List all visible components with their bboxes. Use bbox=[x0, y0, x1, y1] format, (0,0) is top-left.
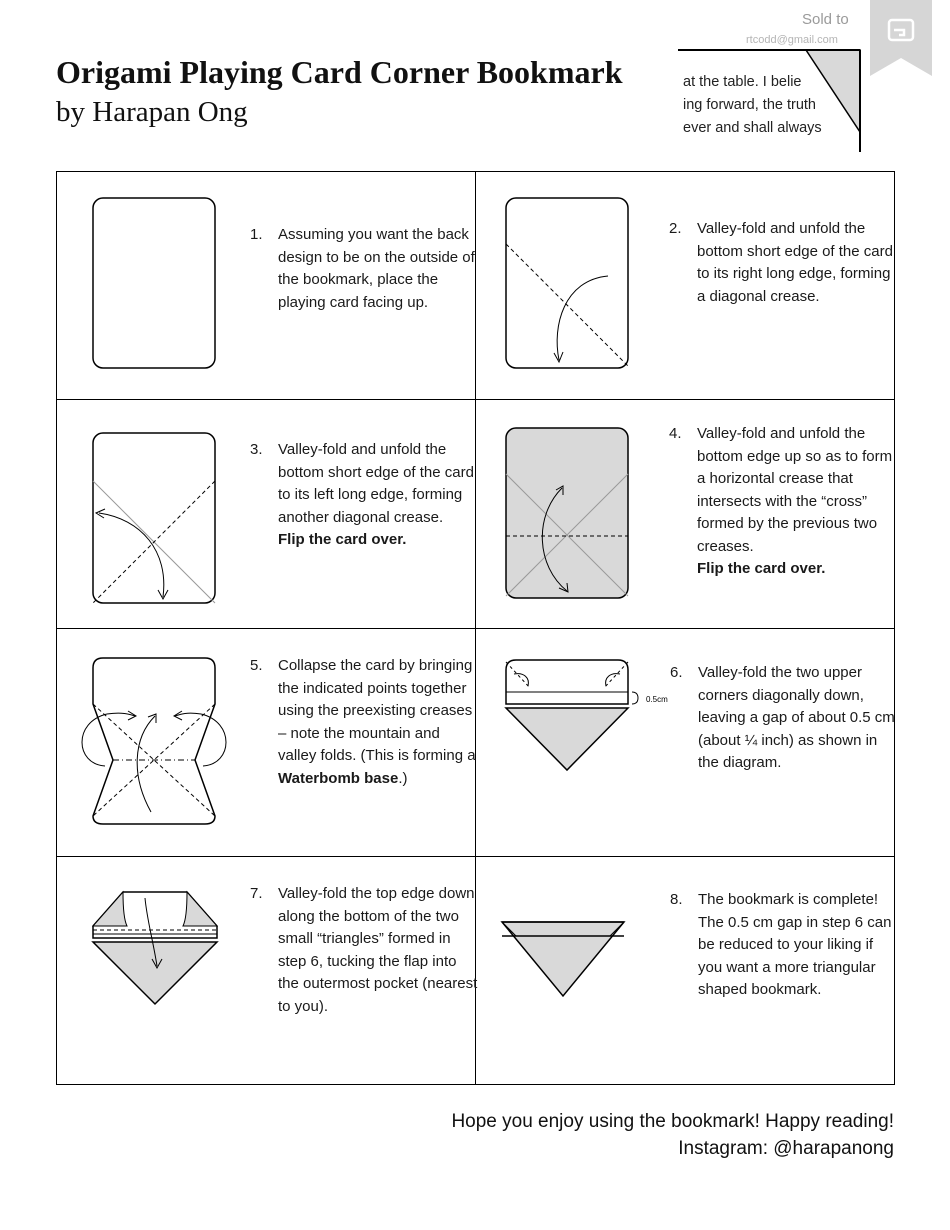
author-byline: by Harapan Ong bbox=[56, 96, 248, 128]
step-1-text: 1. Assuming you want the back design to be on the outside of the bookmark, place the playing card facing up. bbox=[250, 226, 475, 311]
step-2-diagram bbox=[504, 196, 632, 372]
gap-label: 0.5cm bbox=[646, 695, 668, 704]
sold-to-email: rtcodd@gmail.com bbox=[746, 34, 838, 46]
step-2-text: 2. Valley-fold and unfold the bottom short edge of the card to its right long edge, forming a diagonal crease. bbox=[669, 220, 893, 305]
book-text-line: at the table. I belie bbox=[683, 74, 802, 90]
step-4-text: 4. Valley-fold and unfold the bottom edge up so as to form a horizontal crease that intersects with the “cross” formed by the previous two creases. Flip the card over. bbox=[669, 425, 893, 577]
book-text-line: ever and shall always bbox=[683, 120, 822, 136]
step-6-diagram bbox=[504, 658, 674, 776]
step-5-text: 5. Collapse the card by bringing the indicated points together using the preexisting creases – note the mountain and valley folds. (This is forming a Waterbomb base.) bbox=[250, 657, 476, 787]
step-4-diagram bbox=[504, 426, 632, 602]
row-divider bbox=[57, 399, 894, 400]
step-8-diagram bbox=[500, 920, 626, 1000]
step-6-text: 6. Valley-fold the two upper corners diagonally down, leaving a gap of about 0.5 cm (about ¼ inch) as shown in the diagram. bbox=[670, 664, 895, 771]
step-3-diagram bbox=[91, 431, 219, 607]
step-7-diagram bbox=[91, 890, 221, 1008]
book-text-line: ing forward, the truth bbox=[683, 97, 816, 113]
step-7-text: 7. Valley-fold the top edge down along the bottom of the two small “triangles” formed in step 6, tucking the flap into the outermost pocket (nearest to you). bbox=[250, 885, 478, 1015]
sold-to-label: Sold to bbox=[802, 11, 849, 28]
step-5-diagram bbox=[77, 656, 233, 828]
row-divider bbox=[57, 628, 894, 629]
instruction-grid bbox=[56, 171, 895, 1085]
footer-instagram: Instagram: @harapanong bbox=[678, 1138, 894, 1159]
footer-message: Hope you enjoy using the bookmark! Happy reading! bbox=[451, 1111, 894, 1132]
step-8-text: 8. The bookmark is complete! The 0.5 cm gap in step 6 can be reduced to your liking if you want a more triangular shaped bookmark. bbox=[670, 891, 892, 998]
step-1-diagram bbox=[91, 196, 219, 372]
bookmark-ribbon-icon bbox=[870, 0, 932, 76]
page-title: Origami Playing Card Corner Bookmark bbox=[56, 54, 623, 90]
step-3-text: 3. Valley-fold and unfold the bottom short edge of the card to its left long edge, forming another diagonal crease. Flip the card over. bbox=[250, 441, 474, 548]
row-divider bbox=[57, 856, 894, 857]
